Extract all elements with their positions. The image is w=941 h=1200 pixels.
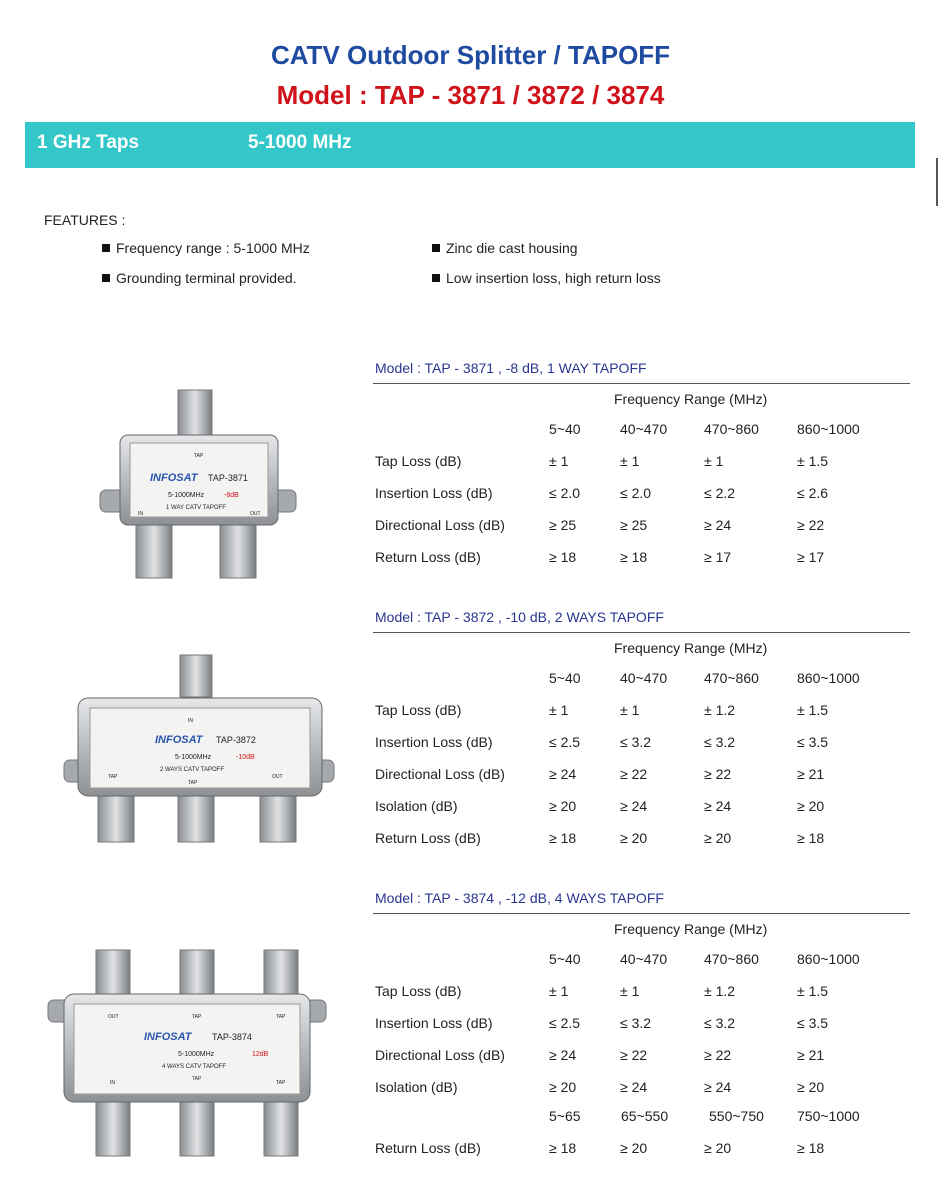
connector-icon [180,950,214,998]
column-header: 40~470 [620,421,668,437]
row-label: Isolation (dB) [375,1079,458,1095]
spec-value: ≤ 2.0 [549,485,581,501]
spec-value: ≥ 18 [549,549,577,565]
bullet-icon [432,244,440,252]
row-label: Tap Loss (dB) [375,702,462,718]
row-label: Return Loss (dB) [375,830,481,846]
spec-value: ≤ 3.5 [797,1015,829,1031]
spec-value: ≤ 3.2 [620,734,652,750]
spec-value: ± 1.5 [797,983,829,999]
model-heading: Model : TAP - 3874 , -12 dB, 4 WAYS TAPOFF [375,890,664,906]
spec-value: ≥ 24 [549,1047,577,1063]
column-header: 40~470 [620,670,668,686]
device-desc: 4 WAYS CATV TAPOFF [162,1064,227,1070]
spec-value: ≥ 24 [620,1079,648,1095]
tap-3871-product-image [90,385,320,585]
spec-value: ≤ 2.5 [549,734,581,750]
port-label: OUT [272,774,283,780]
row-label: Tap Loss (dB) [375,983,462,999]
spec-value: ± 1 [620,702,640,718]
connector-icon [96,950,130,998]
connector-icon [264,950,298,998]
port-label: TAP [192,1014,202,1020]
row-label: Insertion Loss (dB) [375,1015,493,1031]
feature-item [102,270,297,286]
column-header: 65~550 [621,1108,669,1124]
spec-value: ≥ 25 [549,517,577,533]
spec-value: ≤ 3.5 [797,734,829,750]
spec-value: ≤ 2.2 [704,485,736,501]
column-header: 470~860 [704,670,759,686]
device-range: 5-1000MHz [178,1051,215,1058]
feature-item [102,240,310,256]
feature-text: Frequency range : 5-1000 MHz [116,240,310,256]
column-header: 860~1000 [797,670,860,686]
spec-value: ± 1 [620,453,640,469]
spec-value: ≥ 18 [549,830,577,846]
connector-icon [136,520,172,578]
features-heading: FEATURES : [44,212,126,228]
connector-icon [180,655,212,697]
spec-value: ≥ 18 [797,1140,825,1156]
device-range: 5-1000MHz [168,492,205,499]
column-header: 860~1000 [797,421,860,437]
spec-value: ≥ 18 [797,830,825,846]
brand-logo: INFOSAT [144,1031,192,1043]
spec-value: ≥ 20 [797,798,825,814]
spec-value: ≥ 21 [797,1047,825,1063]
row-label: Return Loss (dB) [375,549,481,565]
device-model: TAP-3872 [216,735,256,745]
device-model: TAP-3874 [212,1032,252,1042]
connector-icon [260,790,296,842]
port-label: TAP [276,1080,286,1086]
spec-value: ≥ 17 [704,549,732,565]
spec-value: ± 1 [549,453,569,469]
spec-value: ≥ 21 [797,766,825,782]
spec-value: ≥ 17 [797,549,825,565]
row-label: Return Loss (dB) [375,1140,481,1156]
row-label: Directional Loss (dB) [375,766,505,782]
spec-value: ≥ 20 [549,798,577,814]
category-banner [25,122,915,168]
spec-value: ≤ 3.2 [620,1015,652,1031]
column-header: 40~470 [620,951,668,967]
feature-item [432,240,578,256]
row-label: Insertion Loss (dB) [375,734,493,750]
spec-value: ≥ 20 [549,1079,577,1095]
section-divider [373,632,910,633]
bullet-icon [432,274,440,282]
model-heading: Model : TAP - 3872 , -10 dB, 2 WAYS TAPOFF [375,609,664,625]
spec-value: ± 1.5 [797,702,829,718]
spec-value: ± 1 [549,702,569,718]
row-label: Isolation (dB) [375,798,458,814]
device-db: 12dB [252,1051,269,1058]
port-label: OUT [108,1014,119,1020]
port-label: IN [138,511,143,517]
page-title: CATV Outdoor Splitter / TAPOFF [270,40,671,70]
device-desc: 2 WAYS CATV TAPOFF [160,767,225,773]
row-label: Insertion Loss (dB) [375,485,493,501]
device-db: -8dB [224,492,239,499]
spec-value: ≥ 22 [797,517,825,533]
spec-value: ≥ 24 [549,766,577,782]
column-header: 470~860 [704,951,759,967]
brand-logo: INFOSAT [155,734,203,746]
frequency-range-label: Frequency Range (MHz) [614,391,768,407]
bullet-icon [102,274,110,282]
row-label: Tap Loss (dB) [375,453,462,469]
tap-3874-product-image [44,938,330,1168]
spec-value: ≥ 20 [704,830,732,846]
column-header: 5~40 [549,951,581,967]
spec-value: ≥ 22 [620,1047,648,1063]
column-header: 550~750 [709,1108,764,1124]
connector-icon [178,790,214,842]
spec-value: ≥ 20 [704,1140,732,1156]
tap-3872-product-image [60,650,340,850]
column-header: 750~1000 [797,1108,860,1124]
model-heading: Model : TAP - 3871 , -8 dB, 1 WAY TAPOFF [375,360,647,376]
port-label: OUT [250,511,261,517]
spec-value: ± 1 [704,453,724,469]
banner-left-label: 1 GHz Taps [37,132,140,153]
spec-value: ± 1.2 [704,983,736,999]
spec-value: ≥ 24 [704,517,732,533]
feature-text: Zinc die cast housing [446,240,578,256]
port-label: TAP [192,1076,202,1082]
port-label: IN [188,718,193,724]
brand-logo: INFOSAT [150,472,198,484]
row-label: Directional Loss (dB) [375,517,505,533]
column-header: 5~40 [549,670,581,686]
port-label: TAP [276,1014,286,1020]
spec-value: ≥ 22 [620,766,648,782]
spec-value: ≥ 25 [620,517,648,533]
connector-icon [220,520,256,578]
banner-right-label: 5-1000 MHz [248,132,352,153]
spec-value: ± 1 [620,983,640,999]
feature-text: Low insertion loss, high return loss [446,270,661,286]
column-header: 5~40 [549,421,581,437]
frequency-range-label: Frequency Range (MHz) [614,640,768,656]
spec-value: ≥ 20 [620,830,648,846]
device-db: -10dB [236,754,255,761]
spec-value: ± 1 [549,983,569,999]
feature-item [432,270,661,286]
spec-value: ≤ 3.2 [704,1015,736,1031]
spec-value: ≤ 2.6 [797,485,829,501]
connector-icon [178,390,212,435]
connector-icon [96,1098,130,1156]
spec-value: ≥ 20 [797,1079,825,1095]
frequency-range-label: Frequency Range (MHz) [614,921,768,937]
spec-value: ± 1.5 [797,453,829,469]
feature-text: Grounding terminal provided. [116,270,297,286]
spec-value: ≥ 24 [620,798,648,814]
spec-value: ≥ 20 [620,1140,648,1156]
device-desc: 1 WAY CATV TAPOFF [166,505,226,511]
spec-value: ± 1.2 [704,702,736,718]
port-label: IN [110,1080,115,1086]
port-label: TAP [188,780,198,786]
spec-value: ≤ 3.2 [704,734,736,750]
row-label: Directional Loss (dB) [375,1047,505,1063]
spec-value: ≤ 2.5 [549,1015,581,1031]
model-title: Model : TAP - 3871 / 3872 / 3874 [276,80,665,110]
spec-value: ≥ 18 [549,1140,577,1156]
device-range: 5-1000MHz [175,754,212,761]
spec-value: ≥ 24 [704,1079,732,1095]
section-divider [373,913,910,914]
scroll-marker [936,158,938,206]
spec-value: ≥ 18 [620,549,648,565]
bullet-icon [102,244,110,252]
spec-value: ≤ 2.0 [620,485,652,501]
spec-value: ≥ 22 [704,1047,732,1063]
column-header: 5~65 [549,1108,581,1124]
column-header: 860~1000 [797,951,860,967]
port-label: TAP [108,774,118,780]
section-divider [373,383,910,384]
port-label: TAP [194,453,204,459]
connector-icon [264,1098,298,1156]
spec-value: ≥ 24 [704,798,732,814]
connector-icon [98,790,134,842]
column-header: 470~860 [704,421,759,437]
connector-icon [180,1098,214,1156]
spec-value: ≥ 22 [704,766,732,782]
device-model: TAP-3871 [208,473,248,483]
